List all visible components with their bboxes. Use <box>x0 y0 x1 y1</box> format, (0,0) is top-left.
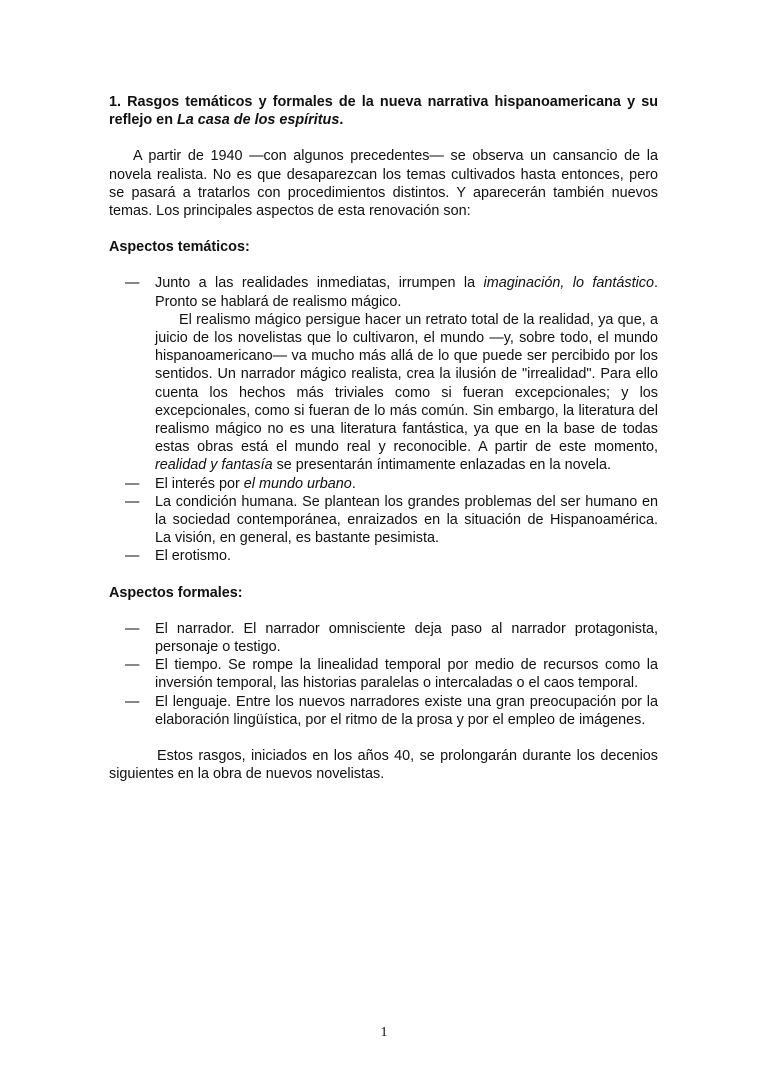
page-content <box>109 93 658 784</box>
thematic-heading: Aspectos temáticos: <box>109 239 250 256</box>
item-text: Junto a las realidades inmediatas, irrumpen la <box>155 275 484 292</box>
title-book-name: La casa de los espíritus <box>176 112 340 129</box>
list-item <box>109 693 658 729</box>
title-period: . <box>339 112 344 129</box>
closing-paragraph: Estos rasgos, iniciados en los años 40, se prolongarán durante los decenios siguientes en la obra de nuevos novelistas. <box>109 748 658 783</box>
formal-heading: Aspectos formales: <box>109 584 243 601</box>
list-item <box>109 547 658 565</box>
item-text: El tiempo. Se rompe la linealidad temporal por medio de recursos como la inversión temporal, las historias paralelas o intercaladas o el caos temporal. <box>155 657 658 692</box>
item-text: El erotismo. <box>155 548 231 565</box>
sub-emphasis: realidad y fantasía <box>155 457 273 474</box>
sub-text: El realismo mágico persigue hacer un retrato total de la realidad, ya que, a juicio de los novelistas que lo cultivaron, el mundo —y, sobre todo, el mundo hispanoamericano— va mucho más allá de lo que puede ser percibido por los sentidos. Un narrador mágico realista, crea la ilusión de "irrealidad". Para ello cuenta los hechos más triviales como si fueran excepcionales; y los excepcionales, como si fueran de lo más común. Sin embargo, la literatura del realismo mágico no es una literatura fantástica, ya que en la base de todas estas obras está el mundo real y reconocible. A partir de este momento, <box>155 311 658 456</box>
list-item <box>109 274 658 474</box>
item-text: El narrador. El narrador omnisciente deja paso al narrador protagonista, personaje o testigo. <box>155 620 658 656</box>
thematic-list <box>109 274 658 565</box>
item-text-end: . Pronto se hablará de realismo mágico. <box>155 275 658 310</box>
dash-marker: — <box>125 693 140 710</box>
title-text: 1. Rasgos temáticos y formales de la nueva narrativa hispanoamericana y su reflejo en <box>109 94 658 129</box>
sub-text-end: se presentarán íntimamente enlazadas en la novela. <box>272 457 612 474</box>
section-title <box>109 93 658 129</box>
item-emphasis: imaginación, lo fantástico <box>483 275 654 292</box>
dash-marker: — <box>125 475 140 492</box>
page-number: 1 <box>380 1025 388 1040</box>
item-text: El interés por <box>155 475 244 492</box>
list-item <box>109 475 658 493</box>
list-item <box>109 493 658 548</box>
list-item <box>109 656 658 692</box>
item-emphasis: el mundo urbano <box>243 475 352 492</box>
magic-realism-paragraph <box>155 311 658 475</box>
dash-marker: — <box>125 493 140 510</box>
dash-marker: — <box>125 657 140 674</box>
formal-list <box>109 620 658 729</box>
item-text-end: . <box>351 475 356 492</box>
intro-paragraph: A partir de 1940 —con algunos precedentes— se observa un cansancio de la novela realista. No es que desaparezcan los temas cultivados hasta entonces, pero se pasará a tratarlos con procedimientos distintos. Y aparecerán también nuevos temas. Los principales aspectos de esta renovación son: <box>109 148 658 220</box>
item-text: La condición humana. Se plantean los grandes problemas del ser humano en la sociedad contemporánea, enraizados en la situación de Hispanoamérica. La visión, en general, es bastante pesimista. <box>155 493 658 547</box>
dash-marker: — <box>125 620 140 637</box>
dash-marker: — <box>125 548 140 565</box>
list-item <box>109 620 658 656</box>
item-text: El lenguaje. Entre los nuevos narradores existe una gran preocupación por la elaboración lingüística, por el ritmo de la prosa y por el empleo de imágenes. <box>155 693 658 728</box>
dash-marker: — <box>125 275 140 292</box>
